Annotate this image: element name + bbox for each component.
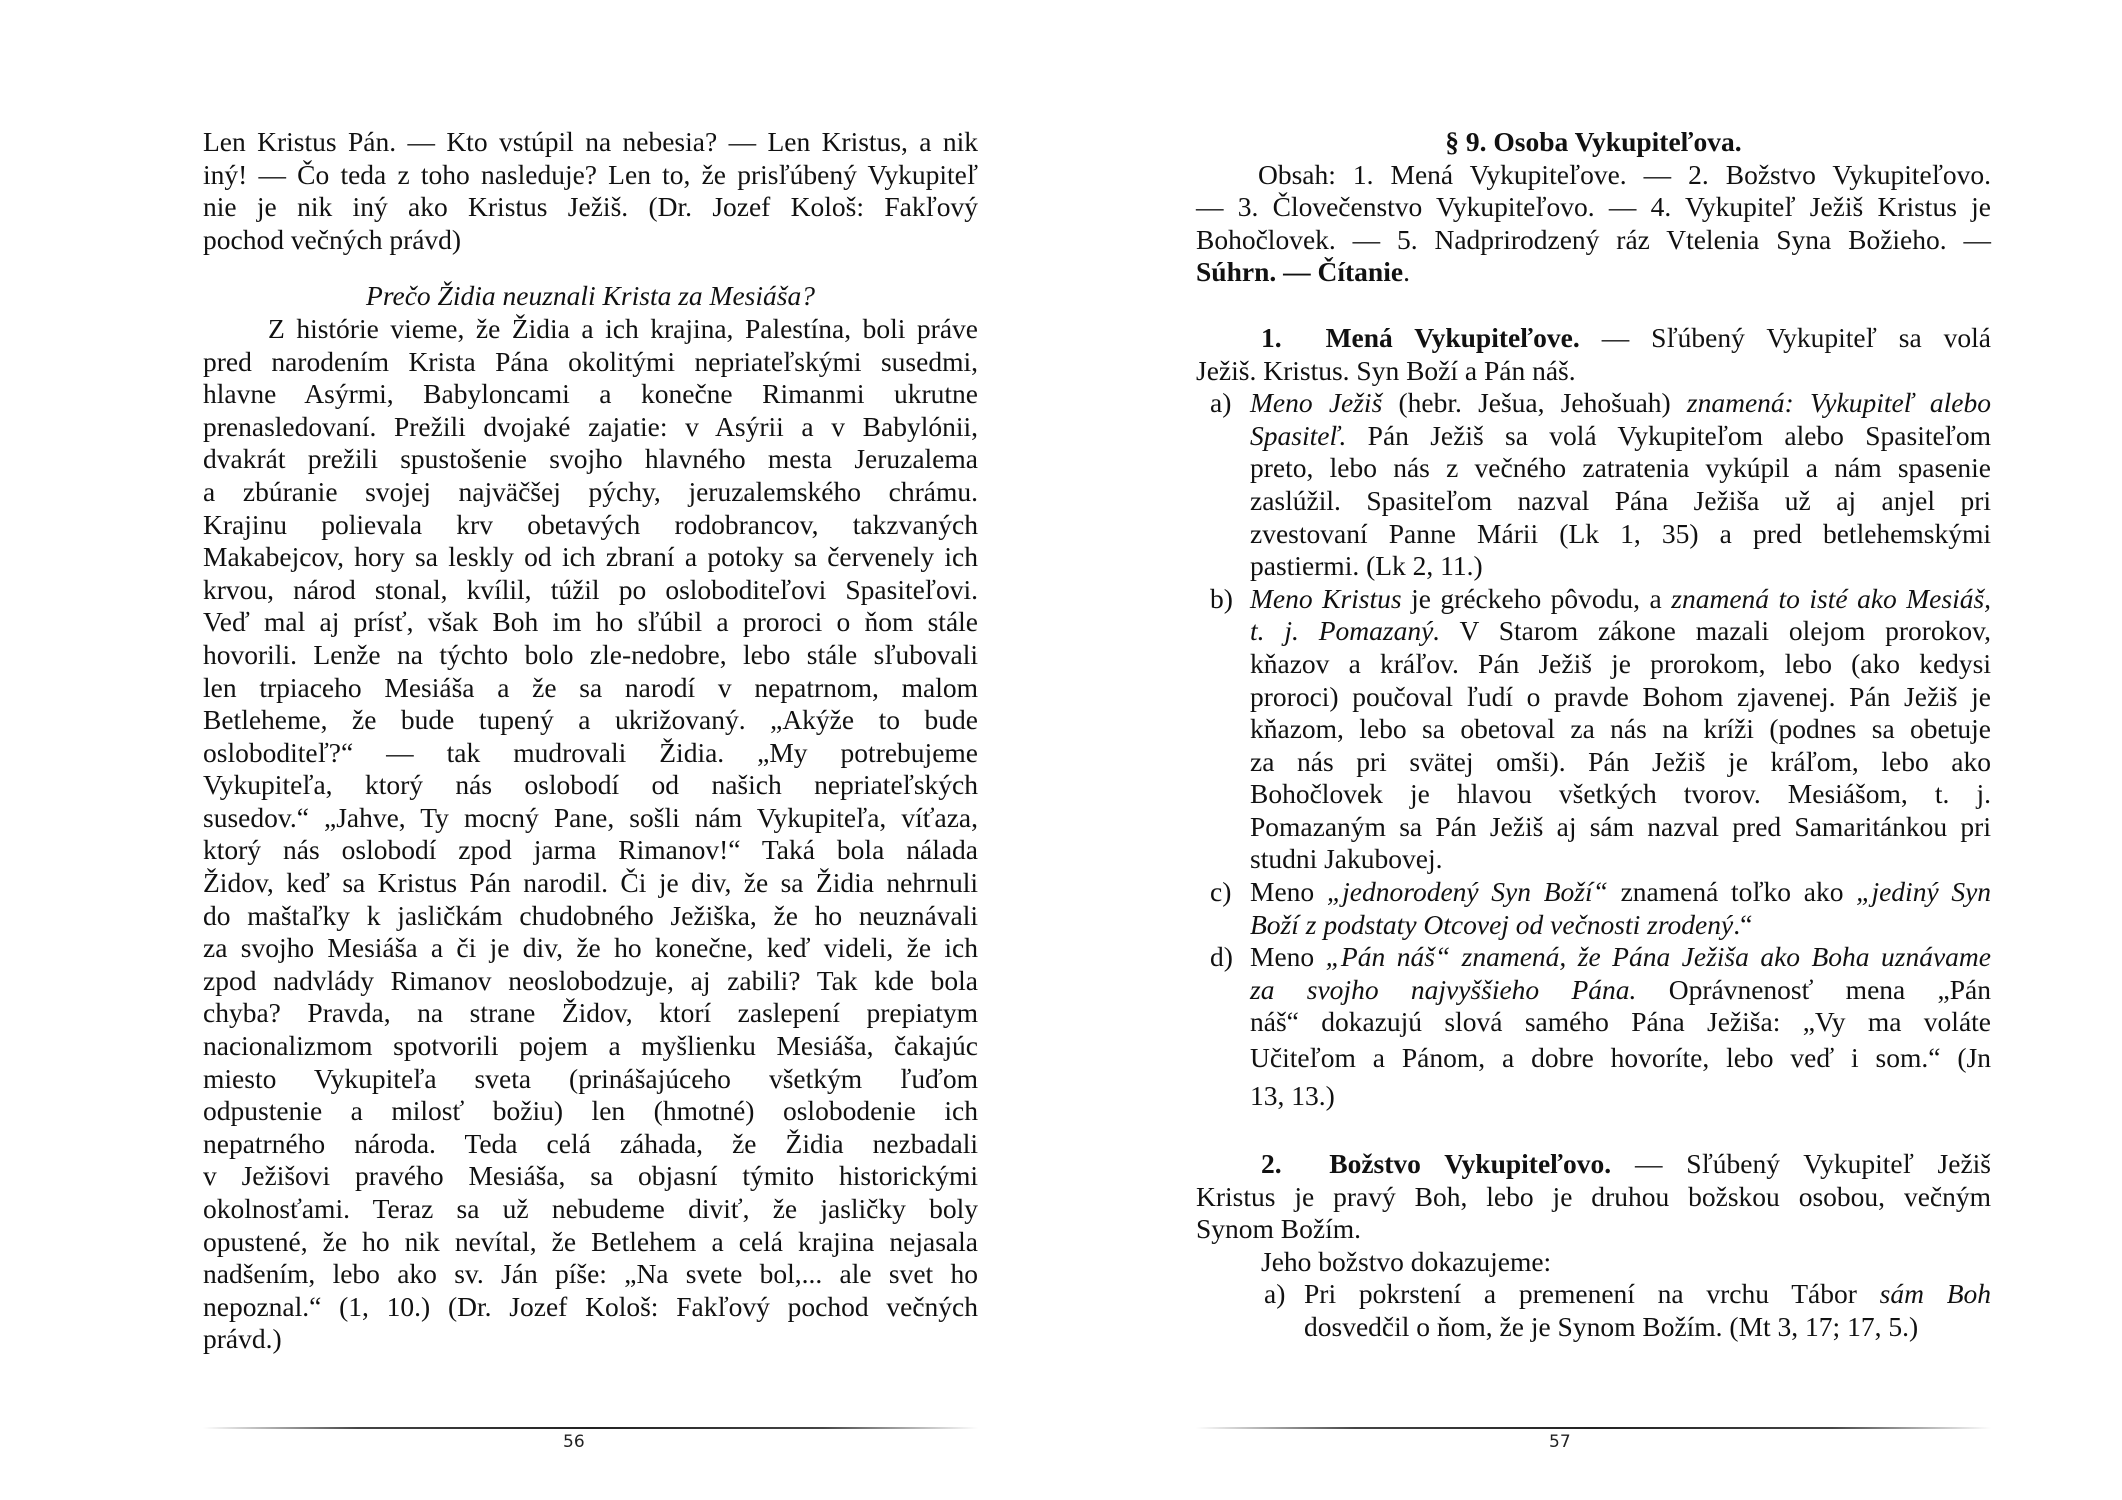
- body-paragraph: [203, 346, 978, 1324]
- text-line: zvestovaní Panne Márii (Lk 1, 35) a pred betlehemskými: [1250, 517, 1991, 549]
- text-line: Spasiteľ. Pán Ježiš sa volá Vykupiteľom alebo Spasiteľom: [1250, 419, 1991, 451]
- text-line: Boží z podstaty Otcovej od večnosti zrodený.“: [1250, 908, 1753, 940]
- footer-divider: [203, 1427, 978, 1429]
- section-1-title-line: 1. Mená Vykupiteľove. — Sľúbený Vykupiteľ sa volá: [1261, 321, 1992, 353]
- text-line: dvakrát prežili spustošenie svojho hlavného mesta Jeruzalema: [203, 443, 978, 475]
- section-heading: § 9. Osoba Vykupiteľova.: [1445, 126, 1742, 157]
- text-line: opustené, že ho nik nevítal, že Betlehem a celá krajina nejasala: [203, 1225, 978, 1257]
- text-line: Vykupiteľa, ktorý nás oslobodí od našich nepriateľských: [203, 769, 978, 801]
- page-number: 56: [563, 1432, 585, 1452]
- text-line: 13, 13.): [1250, 1080, 1335, 1112]
- text-line: Len Kristus Pán. — Kto vstúpil na nebesia? — Len Kristus, a nik: [203, 126, 978, 157]
- obsah-line: Bohočlovek. — 5. Nadprirodzený ráz Vtelenia Syna Božieho. —: [1196, 223, 1991, 255]
- text-line: studni Jakubovej.: [1250, 843, 1443, 875]
- text-line: iný! — Čo teda z toho nasleduje? Len to, že prisľúbený Vykupiteľ: [203, 158, 978, 190]
- text-line: ktorý nás oslobodí zpod jarma Rimanov!“ Taká bola nálada: [203, 834, 978, 866]
- text-line: preto, lebo nás z večného zatratenia vykúpil a nám spasenie: [1250, 452, 1991, 484]
- page-number: 57: [1549, 1432, 1571, 1452]
- text-line: miesto Vykupiteľa sveta (prinášajúceho všetkým ľuďom: [203, 1062, 978, 1094]
- obsah-line: Obsah: 1. Mená Vykupiteľove. — 2. Božstvo Vykupiteľovo.: [1258, 158, 1991, 190]
- text-line: Pomazaným sa Pán Ježiš aj sám nazval pred Samaritánkou pri: [1250, 810, 1991, 842]
- text-line: Učiteľom a Pánom, a dobre hovoríte, lebo veď i som.“ (Jn: [1250, 1042, 1991, 1074]
- text-line: náš“ dokazujú slová samého Pána Ježiša: „Vy ma voláte: [1250, 1006, 1991, 1038]
- text-line: Z histórie vieme, že Židia a ich krajina, Palestína, boli práve: [268, 312, 978, 344]
- text-line: kňazom, lebo sa obetoval za nás na kríži (podnes sa obetuje: [1250, 713, 1991, 745]
- text-line: osloboditeľ?“ — tak mudrovali Židia. „My potrebujeme: [203, 736, 978, 768]
- text-line: Bohočlovek je hlavou všetkých tvorov. Mesiášom, t. j.: [1250, 778, 1991, 810]
- text-line: právd.): [203, 1323, 282, 1355]
- text-line: Krajinu polievala krv obetavých rodobrancov, takzvaných: [203, 508, 978, 540]
- list-item-d: d) Meno „Pán náš“ znamená, že Pána Ježiša ako Boha uznávame za svojho najvyššieho Pána. Oprávnenosť mena „Pán náš“ dokazujú slová samého Pána Ježiša: „Vy ma voláte Učiteľom a Pánom, a dobre hovoríte, lebo veď i som.“ (Jn 13, 13.): [1210, 941, 1991, 1115]
- text-line: Meno „jednorodený Syn Boží“ znamená toľko ako „jediný Syn: [1250, 876, 1992, 908]
- text-line: Pri pokrstení a premenení na vrchu Tábor sám Boh: [1304, 1278, 1991, 1310]
- quote-paragraph: [203, 126, 978, 224]
- text-line: len trpiaceho Mesiáša a že sa narodí v nepatrnom, malom: [203, 671, 978, 703]
- text-line: do maštaľky k jasličkám chudobného Ježiška, že ho neuznávali: [203, 899, 978, 931]
- text-line: Veď mal aj prísť, však Boh im ho sľúbil a proroci o ňom stále: [203, 606, 978, 638]
- text-line: t. j. Pomazaný. V Starom zákone mazali olejom prorokov,: [1250, 615, 1991, 647]
- list-item-c: c) Meno „jednorodený Syn Boží“ znamená toľko ako „jediný Syn Boží z podstaty Otcovej od večnosti zrodený.“: [1210, 876, 1992, 940]
- right-page-text: [1196, 126, 1991, 1344]
- left-page-text: [203, 126, 978, 1356]
- text-line: proroci) poučoval ľudí o pravde Bohom zjavenej. Pán Ježiš je: [1250, 680, 1991, 712]
- text-line: Židov, keď sa Kristus Pán narodil. Či je div, že sa Židia nehrnuli: [203, 867, 978, 899]
- text-line: krvou, národ stonal, kvílil, túžil po osloboditeľovi Spasiteľovi.: [203, 573, 978, 605]
- text-line: hlavne Asýrmi, Babyloncami a konečne Rimanmi ukrutne: [203, 378, 978, 410]
- text-line: Betleheme, že bude tupený a ukrižovaný. „Akýže to bude: [203, 704, 978, 736]
- list-item-a: a) Meno Ježiš (hebr. Ješua, Jehošuah) znamená: Vykupiteľ alebo Spasiteľ. Pán Ježiš sa volá Vykupiteľom alebo Spasiteľom preto, lebo nás z večného zatratenia vykúpil a nám spasenie zaslúžil. Spasiteľom nazval Pána Ježiša už aj anjel pri zvestovaní Panne Márii (Lk 1, 35) a pred betlehemskými pastiermi. (Lk 2, 11.): [1210, 387, 1991, 582]
- text-line: pochod večných právd): [203, 223, 462, 255]
- text-line: prenasledovaní. Prežili dvojaké zajatie: v Asýrii a v Babylónii,: [203, 410, 978, 442]
- footer-divider: [1196, 1427, 1991, 1429]
- text-line: nacionalizmom spotvorili pojem a myšlienku Mesiáša, čakajúc: [203, 1030, 978, 1062]
- right-page: [1061, 0, 2122, 1500]
- text-line: odpustenie a milosť božiu) len (hmotné) oslobodenie ich: [203, 1095, 978, 1127]
- text-line: zaslúžil. Spasiteľom nazval Pána Ježiša už aj anjel pri: [1250, 484, 1991, 516]
- obsah-summary: Súhrn. — Čítanie.: [1196, 256, 1410, 288]
- text-line: za nás pri svätej omši). Pán Ježiš je kráľom, lebo ako: [1250, 745, 1991, 777]
- text-line: kňazov a kráľov. Pán Ježiš je prorokom, lebo (ako kedysi: [1250, 647, 1991, 679]
- text-line: za svojho Mesiáša a či je div, že ho konečne, keď videli, že ich: [203, 932, 978, 964]
- text-line: zpod nadvlády Rimanov neoslobodzuje, aj zabili? Tak kde bola: [203, 964, 978, 996]
- text-line: nadšením, lebo ako sv. Ján píše: „Na svete bol,... ale svet ho: [203, 1258, 978, 1290]
- text-line: a zbúranie svojej najväčšej pýchy, jeruzalemského chrámu.: [203, 475, 978, 507]
- text-line: dosvedčil o ňom, že je Synom Božím. (Mt 3, 17; 17, 5.): [1304, 1311, 1919, 1342]
- text-line: Meno Kristus je gréckeho pôvodu, a znamená to isté ako Mesiáš,: [1250, 582, 1992, 614]
- list-item-b: b) Meno Kristus je gréckeho pôvodu, a znamená to isté ako Mesiáš, t. j. Pomazaný. V Starom zákone mazali olejom prorokov, kňazov a kráľov. Pán Ježiš je prorokom, lebo (ako kedysi proroci) poučoval ľudí o pravde Bohom zjavenej. Pán Ježiš je kňazom, lebo sa obetoval za nás na kríži (podnes sa obetuje za nás pri svätej omši). Pán Ježiš je kráľom, lebo ako Bohočlovek je hlavou všetkých tvorov. Mesiášom, t. j. Pomazaným sa Pán Ježiš aj sám nazval pred Samaritánkou pri studni Jakubovej.: [1210, 582, 1992, 875]
- text-line: Ježiš. Kristus. Syn Boží a Pán náš.: [1196, 354, 1576, 386]
- text-line: Kristus je pravý Boh, lebo je druhou božskou osobou, večným: [1196, 1180, 1991, 1212]
- text-line: nie je nik iný ako Kristus Ježiš. (Dr. Jozef Kološ: Fakľový: [203, 191, 978, 223]
- text-line: susedov.“ „Jahve, Ty mocný Pane, sošli nám Vykupiteľa, víťaza,: [203, 801, 978, 833]
- text-line: za svojho najvyššieho Pána. Oprávnenosť mena „Pán: [1250, 973, 1991, 1005]
- text-line: Makabejcov, hory sa leskly od ich zbraní a potoky sa červenely ich: [203, 541, 978, 573]
- text-line: okolnosťami. Teraz sa už nebudeme diviť, že jasličky boly: [203, 1193, 978, 1224]
- section-2-title-line: 2. Božstvo Vykupiteľovo. — Sľúbený Vykupiteľ Ježiš: [1261, 1148, 1992, 1180]
- text-line: chyba? Pravda, na strane Židov, ktorí zaslepení prepiatym: [203, 997, 978, 1029]
- obsah-line: — 3. Človečenstvo Vykupiteľovo. — 4. Vykupiteľ Ježiš Kristus je: [1196, 191, 1991, 223]
- text-line: pastiermi. (Lk 2, 11.): [1250, 550, 1483, 582]
- text-line: Jeho božstvo dokazujeme:: [1261, 1245, 1552, 1277]
- text-line: nepatrného národa. Teda celá záhada, že Židia nezbadali: [203, 1127, 978, 1159]
- text-line: hovorili. Lenže na týchto bolo zle-nedobre, lebo stále sľubovali: [203, 638, 978, 670]
- text-line: Synom Božím.: [1196, 1213, 1362, 1245]
- text-line: pred narodením Krista Pána okolitými nepriateľskými susedmi,: [203, 345, 978, 377]
- text-line: v Ježišovi pravého Mesiáša, sa objasní týmito historickými: [203, 1160, 978, 1192]
- list-item-a-proof: a) Pri pokrstení a premenení na vrchu Tábor sám Boh dosvedčil o ňom, že je Synom Božím. (Mt 3, 17; 17, 5.): [1264, 1278, 1991, 1342]
- text-line: nepoznal.“ (1, 10.) (Dr. Jozef Kološ: Fakľový pochod večných: [203, 1290, 978, 1322]
- subheading: Prečo Židia neuznali Krista za Mesiáša?: [366, 280, 815, 312]
- text-line: Meno Ježiš (hebr. Ješua, Jehošuah) znamená: Vykupiteľ alebo: [1250, 387, 1991, 419]
- text-line: Meno „Pán náš“ znamená, že Pána Ježiša ako Boha uznávame: [1250, 941, 1991, 973]
